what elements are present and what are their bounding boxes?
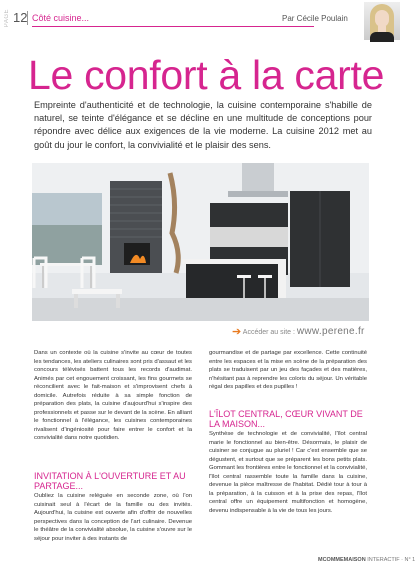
column1-heading: INVITATION À L'OUVERTURE ET AU PARTAGE... [34, 471, 186, 491]
page-label: PAGE [4, 9, 10, 28]
section-title: Côté cuisine... [32, 13, 90, 23]
column1-paragraph1: Dans un contexte où la cuisine s'invite au cœur de toutes les tendances, les ateliers culinaires sont pris d'assaut et les concours télévisés battent tous les records d'audimat. Animés par cet engouement croissant, les fins gourmets se réconcilient avec le fait-maison et s'improvisent chefs à domicile. Autrefois réduite à sa simple fonction de préparation des plats, la cuisine d'aujourd'hui s'inspire des professionnels et passe sur le devant de la scène. En alliant le fonctionnel à l'élégance, les cuisines contemporaines rivalisent d'ingéniosité pour faire entrer le confort et la convivialité dans notre quotidien. [34, 350, 192, 441]
footer [318, 557, 415, 563]
author-photo [364, 2, 400, 40]
kitchen-photo [32, 163, 369, 321]
footer-suffix: INTERACTIF · N° 1 [367, 557, 415, 563]
website-link-label: Accéder au site : [242, 329, 295, 336]
header-rule [32, 26, 314, 27]
website-link[interactable] [232, 325, 365, 338]
column2-heading: L'ÎLOT CENTRAL, CŒUR VIVANT DE LA MAISON... [209, 409, 363, 429]
arrow-right-icon: ➔ [232, 326, 242, 338]
article-headline: Le confort à la carte [28, 52, 385, 98]
page-number: 12 [13, 10, 28, 25]
column1-paragraph2: Oubliez la cuisine reléguée en seconde zone, où l'on cuisinait seul à l'écart de la famille ou des invités. Aujourd'hui, la cuisine est ouverte afin d'offrir de nouvelles perspectives dans la conception de l'art culinaire. Devenue le théâtre de la convivialité absolue, la cuisine s'ouvre sur le séjour pour inviter à des instants de [34, 493, 192, 542]
column2-paragraph1: gourmandise et de partage par excellence. Cette continuité entre les espaces et la mise en scène de la préparation des plats se traduisent par un jeu des façades et des matières, n'hésitant pas à reprendre les coloris du séjour. Un véritable régal des papilles et des pupilles ! [209, 350, 367, 390]
article-intro: Empreinte d'authenticité et de technologie, la cuisine contemporaine s'habille de naturel, se teinte d'élégance et se décline en une multitude de conceptions pour répondre avec délice aux exigences de la vie moderne. La cuisine 2012 met au goût du jour le confort, la convivialité et le plaisir des sens. [34, 100, 372, 150]
header-divider [27, 11, 28, 25]
website-url[interactable]: www.perene.fr [296, 326, 365, 337]
column2-paragraph2: Synthèse de technologie et de convivialité, l'îlot central marie le fonctionnel au bien-être. Désormais, le plaisir de cuisiner se conjugue au pluriel ! Car c'est ensemble que se dégustent, et surtout que se préparent les bons petits plats. Gommant les frontières entre le fonctionnel et la convivialité, l'îlot central rassemble toute la famille dans la cuisine, devenue la pièce maîtresse de l'habitat. Dédié tour à tour à la préparation, à la cuisson et à la prise des repas, l'îlot central offre un équipement multifonction et homogène, devenu indispensable à la vie de tous les jours. [209, 431, 367, 514]
author-byline: Par Cécile Poulain [282, 14, 348, 23]
footer-brand: MCOMMEMAISON [318, 557, 366, 563]
